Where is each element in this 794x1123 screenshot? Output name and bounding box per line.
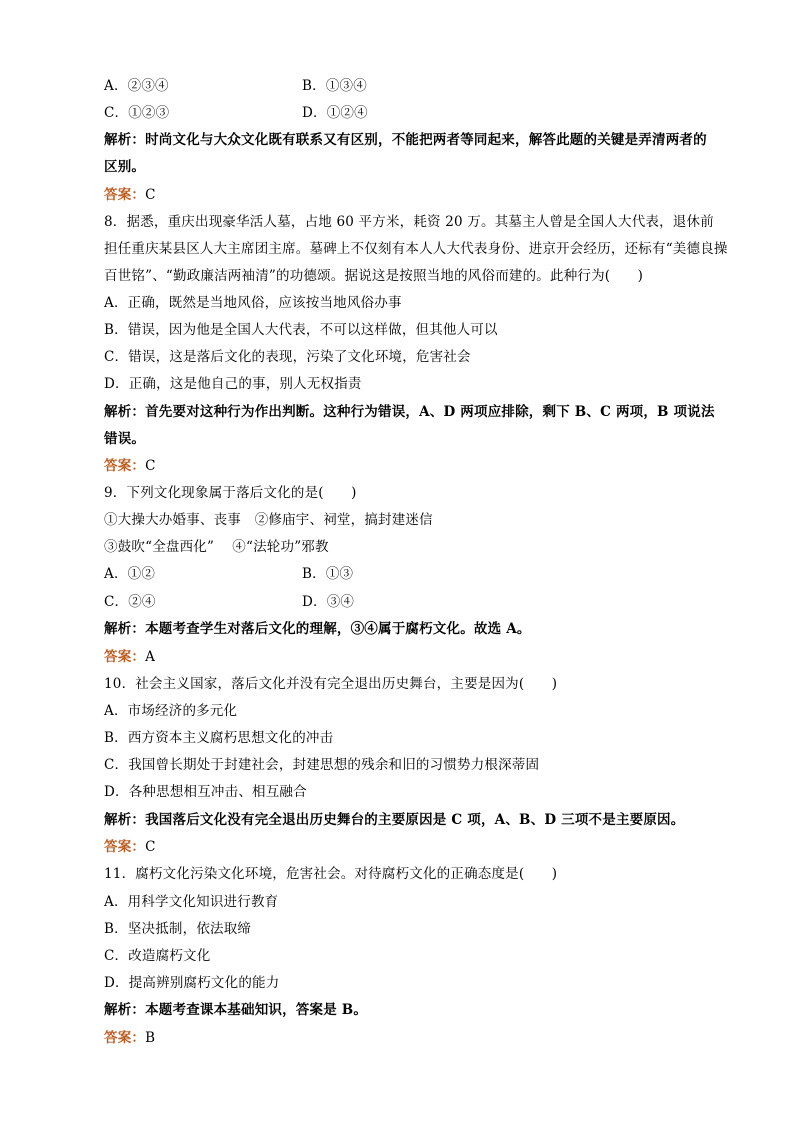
answer-label: 答案： [104, 458, 146, 474]
q7-option-a: A．②③④ [104, 78, 169, 94]
q9-items-line1: ①大操大办婚事、丧事 ②修庙宇、祠堂，搞封建迷信 [104, 512, 433, 528]
q9-option-b: B．①③ [302, 566, 354, 582]
q11-option-b: B．坚决抵制，依法取缔 [104, 921, 252, 937]
q7-analysis-cont: 区别。 [104, 159, 146, 175]
q7-option-c: C．①②③ [104, 105, 170, 121]
q11-option-d: D．提高辨别腐朽文化的能力 [104, 975, 280, 991]
analysis-text: 本题考查课本基础知识，答案是 B。 [145, 1002, 368, 1018]
analysis-text: 时尚文化与大众文化既有联系又有区别，不能把两者等同起来，解答此题的关键是弄清两者的 [145, 132, 707, 148]
analysis-label: 解析： [104, 132, 146, 148]
answer-value: C [145, 839, 156, 855]
q10-option-a: A．市场经济的多元化 [104, 703, 238, 719]
q8-stem-line3: 百世铭”、“勤政廉洁两袖清”的功德颂。据说这是按照当地的风俗而建的。此种行为( ) [104, 268, 644, 284]
q7-option-d: D．①②④ [302, 105, 368, 121]
q8-option-a: A．正确，既然是当地风俗，应该按当地风俗办事 [104, 295, 402, 311]
analysis-label: 解析： [104, 621, 146, 637]
q10-stem: 10．社会主义国家，落后文化并没有完全退出历史舞台，主要是因为( ) [104, 676, 558, 692]
q11-answer [104, 1029, 155, 1047]
q11-analysis [104, 1001, 367, 1019]
q8-analysis [104, 403, 715, 421]
q10-option-c: C．我国曾长期处于封建社会，封建思想的残余和旧的习惯势力根深蒂固 [104, 757, 540, 773]
answer-label: 答案： [104, 839, 146, 855]
q10-option-b: B．西方资本主义腐朽思想文化的冲击 [104, 730, 334, 746]
analysis-label: 解析： [104, 1002, 146, 1018]
q10-answer [104, 838, 156, 856]
q9-answer [104, 648, 155, 666]
answer-label: 答案： [104, 1030, 146, 1046]
q7-analysis [104, 131, 707, 149]
answer-label: 答案： [104, 187, 146, 203]
q10-analysis [104, 811, 684, 829]
q9-items-line2: ③鼓吹“全盘西化” ④“法轮功”邪教 [104, 539, 329, 555]
analysis-text: 本题考查学生对落后文化的理解，③④属于腐朽文化。故选 A。 [145, 621, 531, 637]
q8-option-c: C．错误，这是落后文化的表现，污染了文化环境，危害社会 [104, 349, 471, 365]
analysis-label: 解析： [104, 812, 146, 828]
q7-answer [104, 186, 156, 204]
q10-option-d: D．各种思想相互冲击、相互融合 [104, 784, 307, 800]
answer-value: C [145, 458, 156, 474]
q11-stem: 11．腐朽文化污染文化环境，危害社会。对待腐朽文化的正确态度是( ) [104, 866, 558, 882]
q7-option-b: B．①③④ [302, 78, 367, 94]
answer-value: B [145, 1030, 156, 1046]
answer-value: C [145, 187, 156, 203]
q11-option-c: C．改造腐朽文化 [104, 948, 211, 964]
q9-option-a: A．①② [104, 566, 156, 582]
answer-label: 答案： [104, 649, 146, 665]
analysis-text: 首先要对这种行为作出判断。这种行为错误，A、D 两项应排除，剩下 B、C 两项，B 项说法 [145, 404, 715, 420]
q9-option-d: D．③④ [302, 594, 355, 610]
answer-value: A [145, 649, 156, 665]
q8-analysis-cont: 错误。 [104, 431, 146, 447]
q11-option-a: A．用科学文化知识进行教育 [104, 894, 279, 910]
q8-stem-line1: 8．据悉，重庆出现豪华活人墓，占地 60 平方米，耗资 20 万。其墓主人曾是全国人大代表，退休前 [104, 214, 714, 230]
q8-answer [104, 457, 156, 475]
analysis-text: 我国落后文化没有完全退出历史舞台的主要原因是 C 项，A、B、D 三项不是主要原因。 [145, 812, 685, 828]
q9-stem: 9．下列文化现象属于落后文化的是( ) [104, 485, 357, 501]
q9-analysis [104, 620, 531, 638]
q8-option-b: B．错误，因为他是全国人大代表，不可以这样做，但其他人可以 [104, 322, 498, 338]
analysis-label: 解析： [104, 404, 146, 420]
q9-option-c: C．②④ [104, 594, 156, 610]
q8-stem-line2: 担任重庆某县区人大主席团主席。墓碑上不仅刻有本人人大代表身份、进京开会经历，还标有“美德良操 [104, 241, 728, 257]
q8-option-d: D．正确，这是他自己的事，别人无权指责 [104, 376, 362, 392]
